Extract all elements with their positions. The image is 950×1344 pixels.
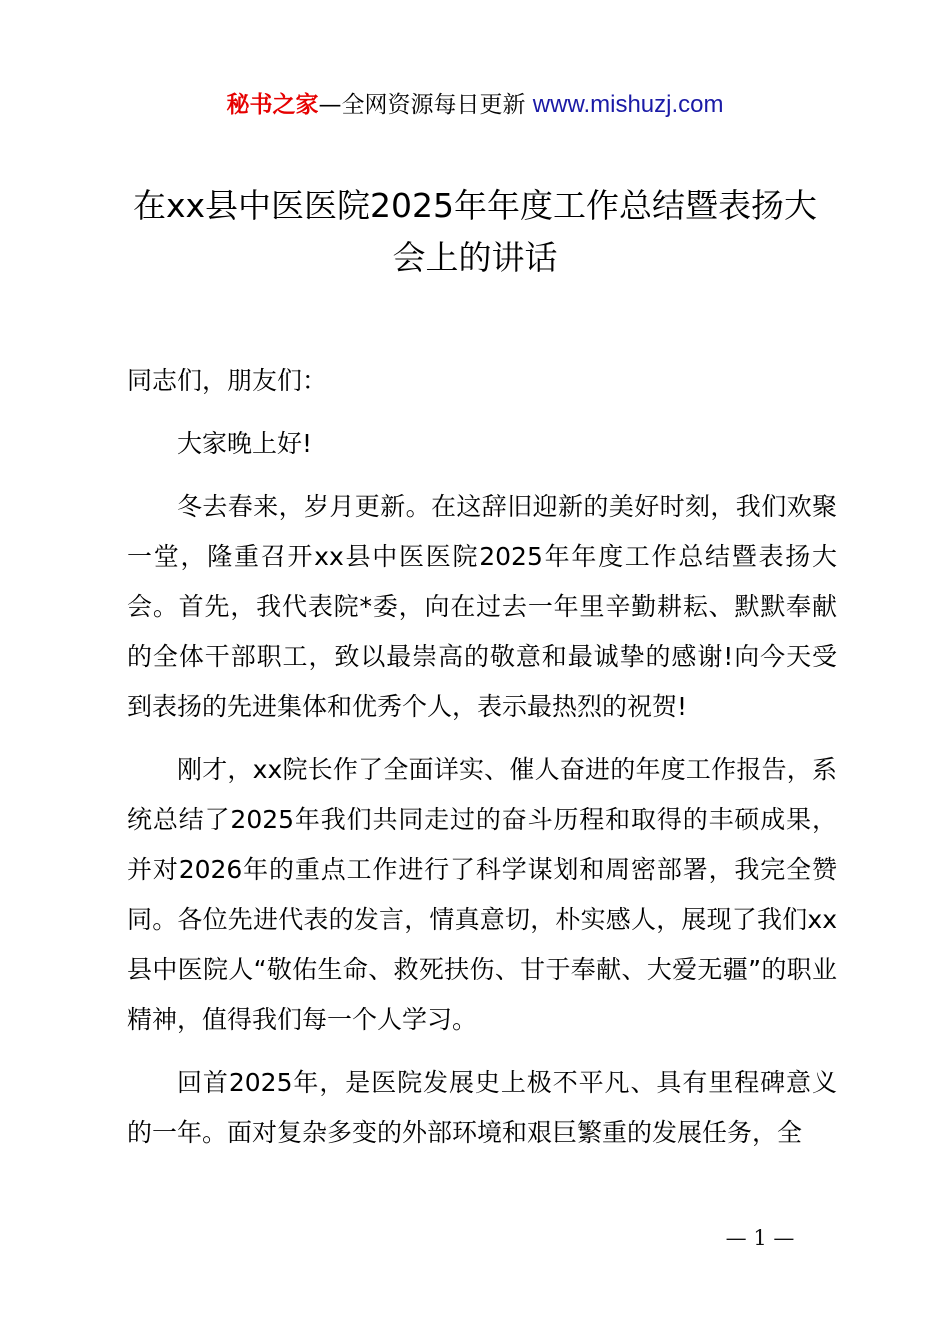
- greeting: 大家晚上好!: [177, 429, 313, 458]
- document-title: 在xx县中医医院2025年年度工作总结暨表扬大会上的讲话: [132, 186, 818, 277]
- paragraph: 冬去春来，岁月更新。在这辞旧迎新的美好时刻，我们欢聚一堂，隆重召开xx县中医医院2025年年度工作总结暨表扬大会。首先，我代表院*委，向在过去一年里辛勤耕耘、默默奉献的全体干部职工，致以最崇高的敬意和最诚挚的感谢!向今天受到表扬的先进集体和优秀个人，表示最热烈的祝贺!: [127, 492, 837, 721]
- salutation: 同志们，朋友们：: [127, 366, 328, 395]
- header-tagline: —全网资源每日更新: [318, 92, 526, 118]
- document-body: [127, 356, 837, 1171]
- paragraph: 刚才，xx院长作了全面详实、催人奋进的年度工作报告，系统总结了2025年我们共同走过的奋斗历程和取得的丰硕成果，并对2026年的重点工作进行了科学谋划和周密部署，我完全赞同。各位先进代表的发言，情真意切，朴实感人，展现了我们xx县中医院人“敬佑生命、救死扶伤、甘于奉献、大爱无疆”的职业精神，值得我们每一个人学习。: [127, 755, 837, 1034]
- brand-name: 秘书之家: [226, 92, 319, 118]
- site-header: [0, 88, 950, 122]
- paragraph: 回首2025年，是医院发展史上极不平凡、具有里程碑意义的一年。面对复杂多变的外部环境和艰巨繁重的发展任务，全: [127, 1068, 837, 1147]
- page-number: — 1 —: [725, 1226, 795, 1250]
- site-url-link[interactable]: www.mishuzj.com: [532, 91, 724, 118]
